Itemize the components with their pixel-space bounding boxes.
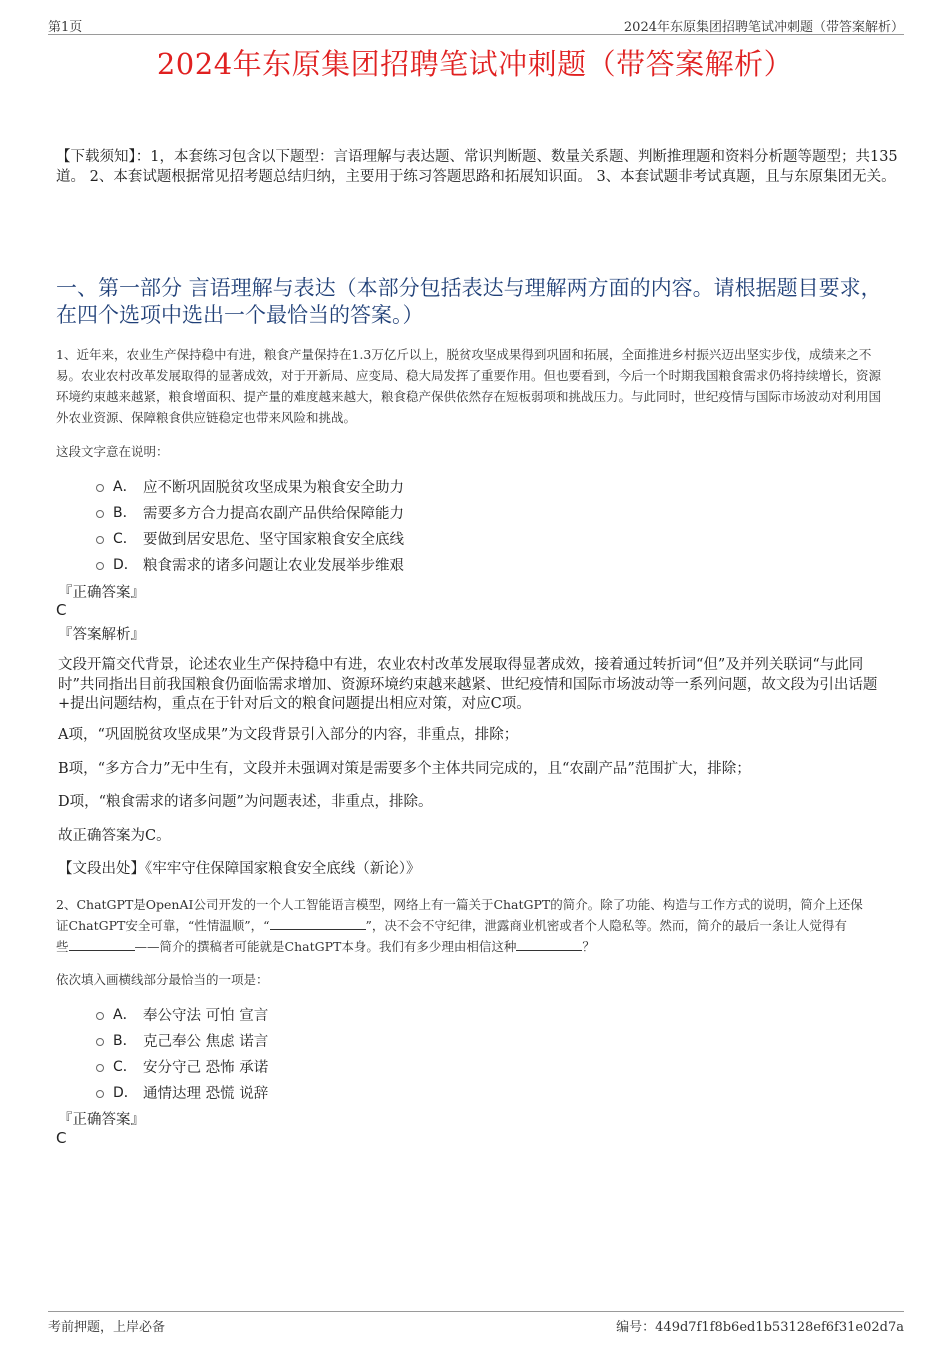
analysis-option-b: B项，“多方合力”无中生有，文段并未强调对策是需要多个主体共同完成的，且“农副产品”范围扩大，排除； [58, 761, 751, 777]
analysis-label: 『答案解析』 [58, 627, 145, 643]
page-footer [48, 1311, 904, 1334]
fill-blank-1 [270, 917, 366, 930]
footer-slogan: 考前押题，上岸必备 [48, 1320, 166, 1335]
option-c[interactable]: C． 安分守己 恐怖 承诺 [96, 1053, 268, 1079]
option-a[interactable]: A． 奉公守法 可怕 宣言 [96, 1001, 268, 1027]
page-header [48, 14, 904, 35]
question-2-line-1: 2、ChatGPT是OpenAI公司开发的一个人工智能语言模型，网络上有一篇关于ChatGPT的简介。除了功能、构造与工作方式的说明，简介上还保 [56, 897, 863, 912]
answer-value: C [56, 601, 67, 619]
radio-icon[interactable] [96, 510, 104, 518]
fill-blank-3 [516, 938, 582, 951]
page-number: 第1页 [48, 20, 83, 35]
analysis-paragraph: 文段开篇交代背景，论述农业生产保持稳中有进，农业农村改革发展取得显著成效，接着通过转折词“但”及并列关联词“与此同时”共同指出目前我国粮食仍面临需求增加、资源环境约束越来越紧、世纪疫情和国际市场波动等一系列问题，故文段为引出话题+提出问题结构，重点在于针对后文的粮食问题提出相应对策，对应C项。 [58, 657, 878, 712]
radio-icon[interactable] [96, 536, 104, 544]
option-c[interactable]: C． 要做到居安思危、坚守国家粮食安全底线 [96, 525, 404, 551]
analysis-option-d: D项，“粮食需求的诸多问题”为问题表述，非重点，排除。 [58, 794, 433, 810]
radio-icon[interactable] [96, 1038, 104, 1046]
option-b[interactable]: B． 需要多方合力提高农副产品供给保障能力 [96, 499, 404, 525]
analysis-option-a: A项，“巩固脱贫攻坚成果”为文段背景引入部分的内容，非重点，排除； [58, 727, 519, 743]
radio-icon[interactable] [96, 484, 104, 492]
radio-icon[interactable] [96, 1012, 104, 1020]
option-a[interactable]: A． 应不断巩固脱贫攻坚成果为粮食安全助力 [96, 473, 404, 499]
header-doc-title: 2024年东原集团招聘笔试冲刺题（带答案解析） [623, 20, 904, 35]
question-2-prompt: 依次填入画横线部分最恰当的一项是： [56, 972, 269, 987]
radio-icon[interactable] [96, 1064, 104, 1072]
question-1-options [96, 473, 404, 577]
doc-title: 2024年东原集团招聘笔试冲刺题（带答案解析） [156, 47, 794, 81]
analysis-conclusion: 故正确答案为C。 [58, 828, 171, 844]
question-1-prompt: 这段文字意在说明： [56, 444, 169, 459]
footer-doc-id: 编号：449d7f1f8b6ed1b53128ef6f31e02d7a [616, 1320, 904, 1335]
answer-label: 『正确答案』 [58, 585, 145, 601]
question-1-text: 1、近年来，农业生产保持稳中有进，粮食产量保持在1.3万亿斤以上，脱贫攻坚成果得到巩固和拓展，全面推进乡村振兴迈出坚实步伐，成绩来之不易。农业农村改革发展取得的显著成效，对于开新局、应变局、稳大局发挥了重要作用。但也要看到，今后一个时期我国粮食需求仍将持续增长，资源环境约束越来越紧，粮食增面积、提产量的难度越来越大，粮食稳产保供依然存在短板弱项和挑战压力。与此同时，世纪疫情与国际市场波动对利用国外农业资源、保障粮食供应链稳定也带来风险和挑战。 [56, 347, 882, 425]
radio-icon[interactable] [96, 562, 104, 570]
radio-icon[interactable] [96, 1090, 104, 1098]
answer-label: 『正确答案』 [58, 1112, 145, 1128]
answer-value: C [56, 1129, 67, 1147]
question-2-line-2: 证ChatGPT安全可靠，“性情温顺”，“ ”，决不会不守纪律，泄露商业机密或者个人隐私等。然而，简介的最后一条让人觉得有 [56, 918, 847, 933]
question-2-text [56, 894, 892, 957]
question-2-line-3: 些 ——简介的撰稿者可能就是ChatGPT本身。我们有多少理由相信这种 ？ [56, 939, 595, 954]
option-d[interactable]: D． 粮食需求的诸多问题让农业发展举步维艰 [96, 551, 404, 577]
option-d[interactable]: D． 通情达理 恐慌 说辞 [96, 1079, 268, 1105]
fill-blank-2 [69, 938, 135, 951]
download-notice: 【下载须知】：1，本套练习包含以下题型：言语理解与表达题、常识判断题、数量关系题、判断推理题和资料分析题等题型；共135道。 2、本套试题根据常见招考题总结归纳，主要用于练习答题思路和拓展知识面。 3、本套试题非考试真题，且与东原集团无关。 [56, 149, 898, 185]
question-2-options [96, 1001, 268, 1105]
section-heading: 一、第一部分 言语理解与表达（本部分包括表达与理解两方面的内容。请根据题目要求，在四个选项中选出一个最恰当的答案。） [56, 276, 882, 327]
option-b[interactable]: B． 克己奉公 焦虑 诺言 [96, 1027, 268, 1053]
text-source: 【文段出处】《牢牢守住保障国家粮食安全底线（新论）》 [58, 861, 421, 877]
